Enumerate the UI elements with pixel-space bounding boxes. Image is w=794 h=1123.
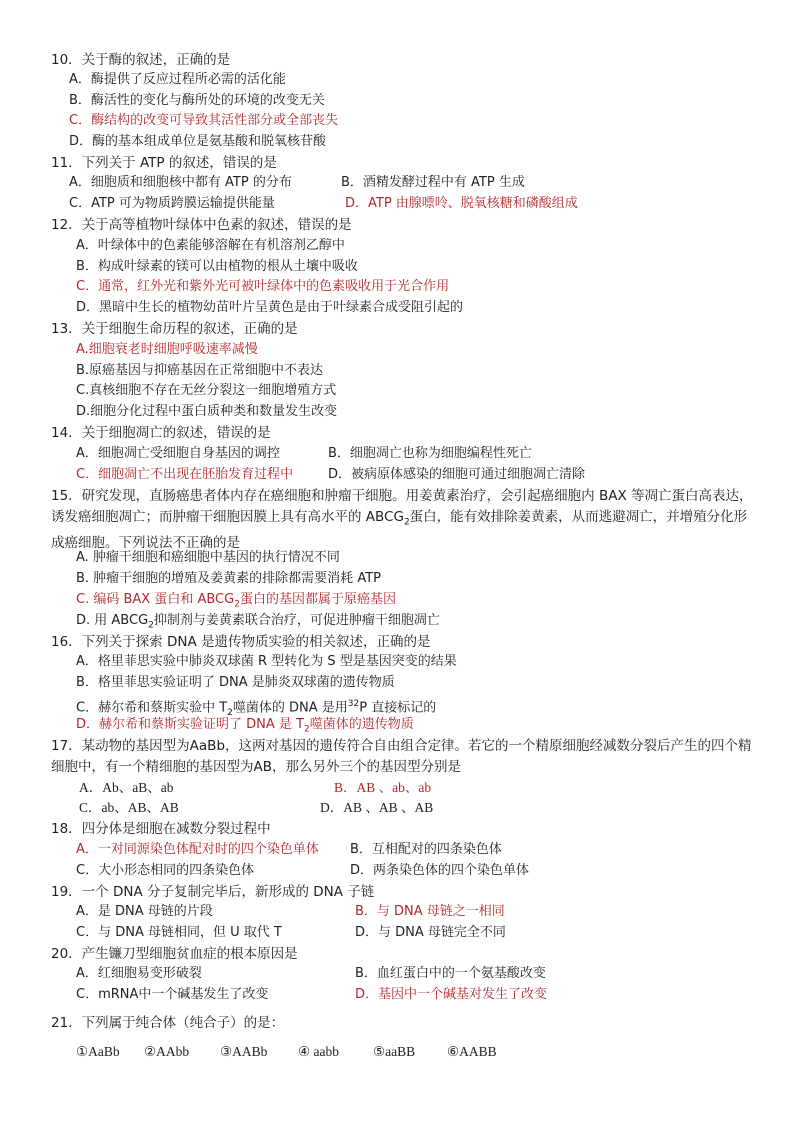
- option-b: B．酒精发酵过程中有 ATP 生成: [341, 175, 525, 190]
- option-a: A．叶绿体中的色素能够溶解在有机溶剂乙醇中: [76, 238, 345, 253]
- option-a: A．酶提供了反应过程所必需的活化能: [69, 72, 286, 87]
- option-c: C.真核细胞不存在无丝分裂这一细胞增殖方式: [76, 383, 337, 398]
- option-b-answer: B．与 DNA 母链之一相同: [355, 904, 505, 919]
- option-d: D．酶的基本组成单位是氨基酸和脱氧核苷酸: [69, 134, 327, 149]
- option-b: B．细胞凋亡也称为细胞编程性死亡: [328, 446, 532, 461]
- question-stem: 13．关于细胞生命历程的叙述，正确的是: [51, 321, 298, 337]
- question-stem: 12．关于高等植物叶绿体中色素的叙述，错误的是: [51, 217, 352, 233]
- option-a: A．细胞凋亡受细胞自身基因的调控: [76, 446, 280, 461]
- option-c: C．ATP 可为物质跨膜运输提供能量: [69, 196, 275, 211]
- genotype-item: ⑥AABB: [447, 1044, 497, 1059]
- option-d: D．两条染色体的四个染色单体: [350, 863, 530, 878]
- option-text: C．赫尔希和蔡斯实验中 T: [76, 700, 228, 716]
- option-b: B.原癌基因与抑癌基因在正常细胞中不表达: [76, 363, 324, 378]
- option-text: C. 编码 BAX 蛋白和 ABCG: [76, 592, 235, 607]
- question-stem: 19．一个 DNA 分子复制完毕后，新形成的 DNA 子链: [51, 884, 375, 900]
- question-stem: 14．关于细胞凋亡的叙述，错误的是: [51, 425, 271, 441]
- subscript: 2: [403, 517, 410, 528]
- option-c: C．大小形态相同的四条染色体: [76, 863, 255, 878]
- subscript: 2: [227, 707, 233, 718]
- genotype-item: ①AaBb: [76, 1044, 120, 1059]
- option-c-answer: C．细胞凋亡不出现在胚胎发育过程中: [76, 467, 294, 482]
- option-text: D．赫尔希和蔡斯实验证明了 DNA 是 T: [76, 717, 304, 732]
- option-d: D．黑暗中生长的植物幼苗叶片呈黄色是由于叶绿素合成受阻引起的: [76, 300, 464, 315]
- subscript: 2: [234, 599, 240, 610]
- option-b: B．格里菲思实验证明了 DNA 是肺炎双球菌的遗传物质: [76, 675, 395, 690]
- option-d-answer: D．基因中一个碱基对发生了改变: [355, 987, 548, 1002]
- option-c-answer: C．通常，红外光和紫外光可被叶绿体中的色素吸收用于光合作用: [76, 279, 450, 294]
- option-b: B．血红蛋白中的一个氨基酸改变: [355, 966, 546, 981]
- question-stem: 11．下列关于 ATP 的叙述，错误的是: [51, 155, 277, 171]
- question-stem: [51, 486, 756, 553]
- question-stem: 17．某动物的基因型为AaBb，这两对基因的遗传符合自由组合定律。若它的一个精原细胞经减数分裂后产生的四个精细胞中，有一个精细胞的基因型为AB，那么另外三个的基因型分别是: [51, 738, 752, 775]
- genotype-item: ②AAbb: [144, 1044, 190, 1059]
- option-a: A．细胞质和细胞核中都有 ATP 的分布: [69, 175, 292, 190]
- option-text: 抑制剂与姜黄素联合治疗，可促进肿瘤干细胞凋亡: [153, 613, 440, 628]
- option-c: C．ab、AB、AB: [79, 800, 179, 815]
- genotype-item: ③AABb: [220, 1044, 268, 1059]
- option-d-answer: D．ATP 由腺嘌呤、脱氧核糖和磷酸组成: [345, 196, 578, 211]
- option-c: C．与 DNA 母链相同，但 U 取代 T: [76, 925, 282, 940]
- genotype-item: ⑤aaBB: [373, 1044, 416, 1059]
- option-a-answer: A.细胞衰老时细胞呼吸速率减慢: [76, 342, 258, 357]
- question-stem: 21．下列属于纯合体（纯合子）的是：: [51, 1015, 285, 1031]
- superscript: 32: [347, 699, 360, 709]
- option-b-answer: B．AB 、ab、ab: [334, 780, 432, 795]
- option-d: D．AB 、AB 、AB: [320, 800, 434, 815]
- subscript: 2: [303, 724, 310, 735]
- stem-text: 15．研究发现，直肠癌患者体内存在癌细胞和肿瘤干细胞。用姜黄素治疗，会引起癌细胞内 BAX 等凋亡蛋白高表达，诱发癌细胞凋亡；而肿瘤干细胞因膜上具有高水平的 ABCG: [51, 488, 753, 525]
- option-d: D.细胞分化过程中蛋白质种类和数量发生改变: [76, 404, 338, 419]
- option-text: 蛋白的基因都属于原癌基因: [239, 592, 396, 607]
- option-a: A．是 DNA 母链的片段: [76, 904, 213, 919]
- stem-text: 蛋白，能有效排除姜黄素，从而逃避凋亡，并增殖分化形成癌细胞。下列说法不正确的是: [51, 508, 748, 551]
- option-text: 噬菌体的 DNA 是用: [232, 700, 348, 716]
- option-text: D. 用 ABCG: [76, 613, 149, 628]
- option-a: A．Ab、aB、ab: [79, 780, 174, 795]
- option-b: B．互相配对的四条染色体: [350, 842, 502, 857]
- option-a: A. 肿瘤干细胞和癌细胞中基因的执行情况不同: [76, 550, 340, 565]
- option-c-answer: C．酶结构的改变可导致其活性部分或全部丧失: [69, 113, 339, 128]
- genotype-item: ④ aabb: [298, 1044, 339, 1059]
- option-d: D．被病原体感染的细胞可通过细胞凋亡清除: [328, 467, 586, 482]
- question-stem: 10．关于酶的叙述，正确的是: [51, 52, 231, 68]
- option-a: A．格里菲思实验中肺炎双球菌 R 型转化为 S 型是基因突变的结果: [76, 654, 457, 669]
- question-stem: 20．产生镰刀型细胞贫血症的根本原因是: [51, 946, 298, 962]
- option-b: B．构成叶绿素的镁可以由植物的根从土壤中吸收: [76, 259, 358, 274]
- option-a-answer: A．一对同源染色体配对时的四个染色单体: [76, 842, 319, 857]
- option-b: B. 肿瘤干细胞的增殖及姜黄素的排除都需要消耗 ATP: [76, 571, 381, 586]
- option-c: C．mRNA中一个碱基发生了改变: [76, 987, 269, 1002]
- option-a: A．红细胞易变形破裂: [76, 966, 202, 981]
- subscript: 2: [148, 620, 154, 631]
- option-b: B．酶活性的变化与酶所处的环境的改变无关: [69, 93, 325, 108]
- option-d: D．与 DNA 母链完全不同: [355, 925, 506, 940]
- option-text: P 直接标记的: [359, 700, 437, 716]
- question-stem: 16．下列关于探索 DNA 是遗传物质实验的相关叙述，正确的是: [51, 634, 431, 650]
- question-stem: 18．四分体是细胞在减数分裂过程中: [51, 821, 271, 837]
- option-text: 噬菌体的遗传物质: [309, 717, 414, 732]
